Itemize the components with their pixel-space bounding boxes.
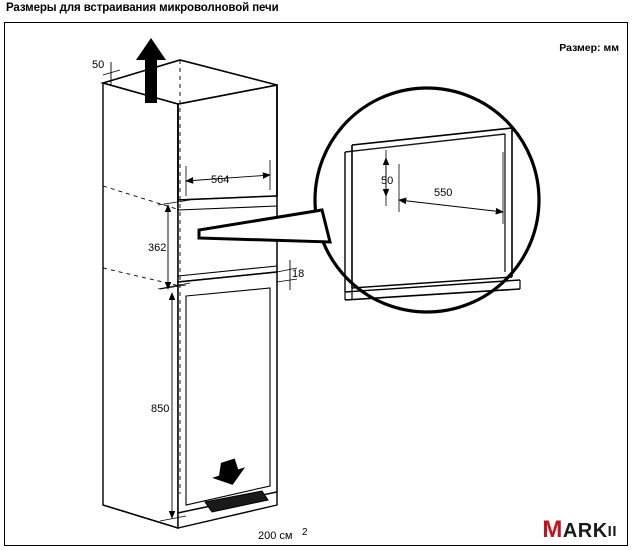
logo-rest: ARK	[562, 520, 608, 542]
dimension-label-thickness: 18	[292, 268, 305, 280]
detail-dimension-label-gap: 50	[381, 175, 394, 187]
dimension-label-top-gap: 50	[92, 59, 105, 71]
dimension-label-width: 564	[211, 174, 230, 186]
detail-dimension-label-depth: 550	[434, 187, 453, 199]
vent-area-label: 200 см	[258, 530, 293, 542]
vent-area-label-sup: 2	[302, 527, 308, 538]
dimension-label-height: 362	[148, 242, 167, 254]
logo-suffix: II	[607, 523, 617, 540]
page-title: Размеры для встраивания микроволновой печи	[6, 2, 279, 14]
dimension-thickness	[277, 260, 304, 290]
dimension-label-floor-height: 850	[151, 403, 170, 415]
logo-m: M	[542, 516, 563, 543]
unit-label: Размер: мм	[559, 42, 619, 54]
brand-logo	[542, 518, 617, 542]
